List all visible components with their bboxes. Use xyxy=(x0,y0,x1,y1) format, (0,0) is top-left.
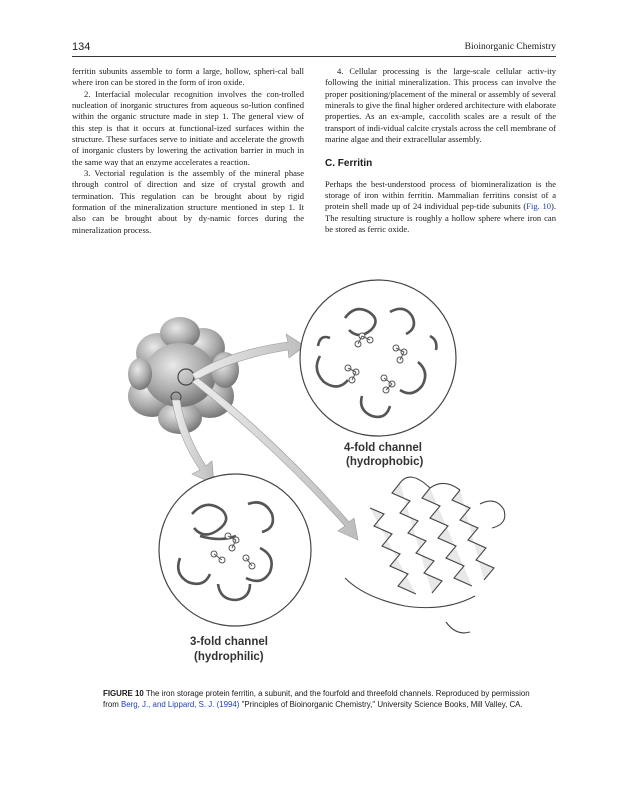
figure-10-link[interactable]: Fig. 10 xyxy=(526,201,552,212)
paragraph-continued: ferritin subunits assemble to form a large, hollow, spheri-cal ball where iron can be stored in the form of iron oxide. xyxy=(72,66,304,88)
header-rule xyxy=(72,56,556,57)
ferritin-text-start: Perhaps the best-understood process of biomineralization is the storage of iron within ferritin. Mammalian ferritins consist of a protein shell made up of 24 individual pep-tide subunits ( xyxy=(325,178,556,212)
citation-link[interactable]: Berg, J., and Lippard, S. J. (1994) xyxy=(120,700,240,710)
paragraph-vectorial-regulation: 3. Vectorial regulation is the assembly of the mineral phase through control of direction and size of crystal growth and termination. This regulation can be brought about by rigid formation of the mineralization structure mentioned in step 1. It also can be brought about by dy-namic forces during the mineralization process. xyxy=(72,168,304,235)
page-number: 134 xyxy=(72,41,91,53)
fourfold-channel-view xyxy=(300,280,456,436)
paragraph-cellular-processing: 4. Cellular processing is the large-scale cellular activ-ity following the initial mineralization. This process can involve the proper positioning/placement of the mineral or assembly of several minerals to give the final higher ordered architecture with elaborate properties. As an ex-ample, caccolith scales are a result of the transport of indi-vidual calcite crystals across the cell membrane of marine algae and their extracellular assembly. xyxy=(325,66,556,145)
section-heading-ferritin: C. Ferritin xyxy=(325,158,373,170)
left-column xyxy=(72,66,304,236)
figure-10 xyxy=(100,278,540,678)
threefold-channel-view xyxy=(159,474,311,626)
figure-caption xyxy=(103,688,531,711)
fourfold-label-line1: 4-fold channel xyxy=(344,442,422,454)
fourfold-label-line2: (hydrophobic) xyxy=(346,456,424,468)
caption-text-end: "Principles of Bioinorganic Chemistry," University Science Books, Mill Valley, CA. xyxy=(239,700,523,710)
ferritin-text-end: ). The resulting structure is roughly a hollow sphere where iron can be stored as ferric oxide. xyxy=(325,201,556,235)
figure-number: FIGURE 10 xyxy=(103,689,144,698)
paragraph-ferritin xyxy=(325,179,556,236)
threefold-label-line2: (hydrophilic) xyxy=(194,651,264,663)
running-head: Bioinorganic Chemistry xyxy=(464,42,556,52)
right-column xyxy=(325,66,556,235)
paragraph-interfacial-recognition: 2. Interfacial molecular recognition involves the con-trolled nucleation of inorganic structures from aqueous so-lution confined within the organic structure made in step 1. The general view of this step is that it occurs at functional-ized surfaces within the structure. These surfaces serve to initiate and accelerate the growth of inorganic clusters by lowering the activation barrier in much in the same way that an enzyme accelerates a reaction. xyxy=(72,88,304,167)
caption-text-start: The iron storage protein ferritin, a subunit, and the fourfold and threefold channels. Reproduced by permission from xyxy=(103,689,530,710)
ferritin-subunit-model xyxy=(345,477,505,633)
threefold-label-line1: 3-fold channel xyxy=(190,636,268,648)
ferritin-illustration xyxy=(100,278,540,678)
